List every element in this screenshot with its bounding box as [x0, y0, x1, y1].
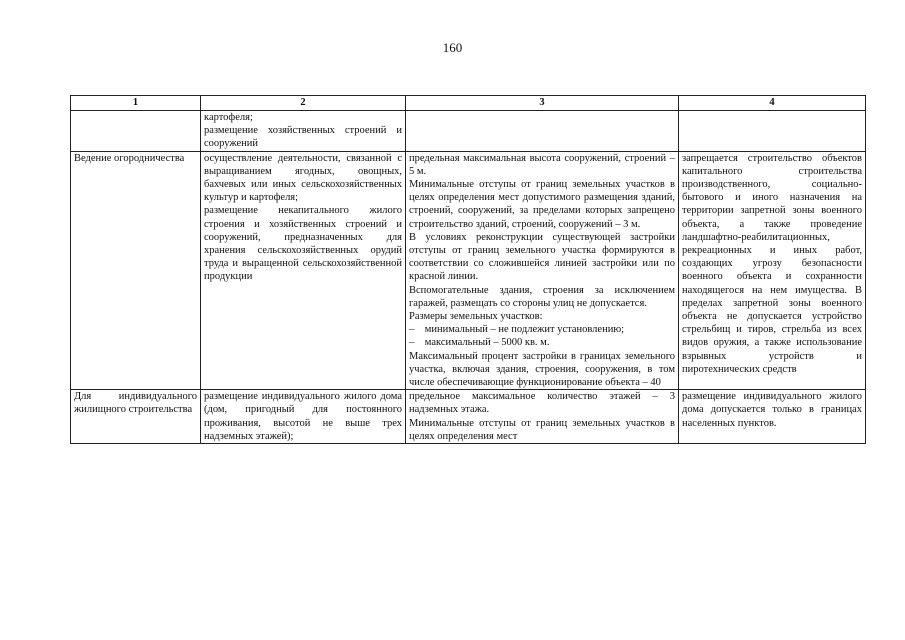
header-col-4: 4 [679, 96, 866, 111]
paragraph: предельная максимальная высота сооружений, строений – 5 м. [409, 152, 675, 177]
paragraph: запрещается строительство объектов капитального строительства производственного, социально-бытового и иного назначения на территории запретной зоны военного объекта, а также проведение ландшафтно-реабилитационных, рекреационных и иных работ, создающих угрозу безопасности военного объекта и сохранности находящегося на нем имущества. В пределах запретной зоны военного объекта не допускается устройство стрельбищ и тиров, стрельба из всех видов оружия, а также использование взрывных устройств и пиротехнических средств [682, 152, 862, 375]
table-row [71, 390, 866, 444]
header-col-3: 3 [406, 96, 679, 111]
paragraph: Вспомогательные здания, строения за исключением гаражей, размещать со стороны улиц не допускается. [409, 284, 675, 309]
cell-parameters [406, 390, 679, 444]
cell-description [201, 111, 406, 152]
paragraph: размещение индивидуального жилого дома (дом, пригодный для постоянного проживания, высотой не выше трех надземных этажей); [204, 391, 402, 442]
paragraph: осуществление деятельности, связанной с выращиванием ягодных, овощных, бахчевых или иных сельскохозяйственных культур и картофеля; [204, 152, 402, 204]
cell-restrictions [679, 390, 866, 444]
paragraph: Размеры земельных участков: [409, 311, 543, 323]
cell-parameters [406, 111, 679, 152]
paragraph: предельное максимальное количество этажей – 3 надземных этажа. [409, 391, 675, 416]
paragraph: Максимальный процент застройки в границах земельного участка, включая здания, строения, сооружения, в том числе обеспечивающие функционирование объекта – 40 [409, 350, 675, 389]
cell-use-type: Для индивидуального жилищного строительства [71, 390, 201, 444]
paragraph: размещение хозяйственных строений и сооружений [204, 125, 402, 150]
paragraph: размещение некапитального жилого строения и хозяйственных строений и сооружений, предназначенных для хранения сельскохозяйственных орудий труда и выращенной сельскохозяйственной продукции [204, 205, 402, 283]
header-col-1: 1 [71, 96, 201, 111]
cell-description [201, 390, 406, 444]
cell-restrictions [679, 111, 866, 152]
cell-use-type [71, 111, 201, 152]
table-row [71, 111, 866, 152]
list-item-text: минимальный – не подлежит установлению; [424, 324, 625, 336]
paragraph: В условиях реконструкции существующей застройки отступы от границ земельного участка формируются в соответствии со сложившейся линией застройки или по красной линии. [409, 231, 675, 283]
cell-description [201, 151, 406, 390]
list-item-text: максимальный – 5000 кв. м. [424, 337, 550, 349]
header-col-2: 2 [201, 96, 406, 111]
cell-parameters [406, 151, 679, 390]
paragraph: размещение индивидуального жилого дома допускается только в границах населенных пунктов. [682, 391, 862, 429]
cell-restrictions [679, 151, 866, 390]
zoning-table [70, 95, 866, 444]
cell-use-type: Ведение огородничества [71, 151, 201, 390]
paragraph: картофеля; [204, 112, 253, 123]
header-row [71, 96, 866, 111]
paragraph: Минимальные отступы от границ земельных участков в целях определения мест допустимого размещения зданий, строений, сооружений, за пределами которых запрещено строительство зданий, строений, сооружений – 3 м. [409, 179, 675, 230]
list-item: – минимальный – не подлежит установлению; [409, 324, 625, 336]
paragraph: Минимальные отступы от границ земельных участков в целях определения мест [409, 417, 675, 442]
list-item: – максимальный – 5000 кв. м. [409, 337, 550, 349]
table-row [71, 151, 866, 390]
page-number: 160 [442, 40, 463, 55]
